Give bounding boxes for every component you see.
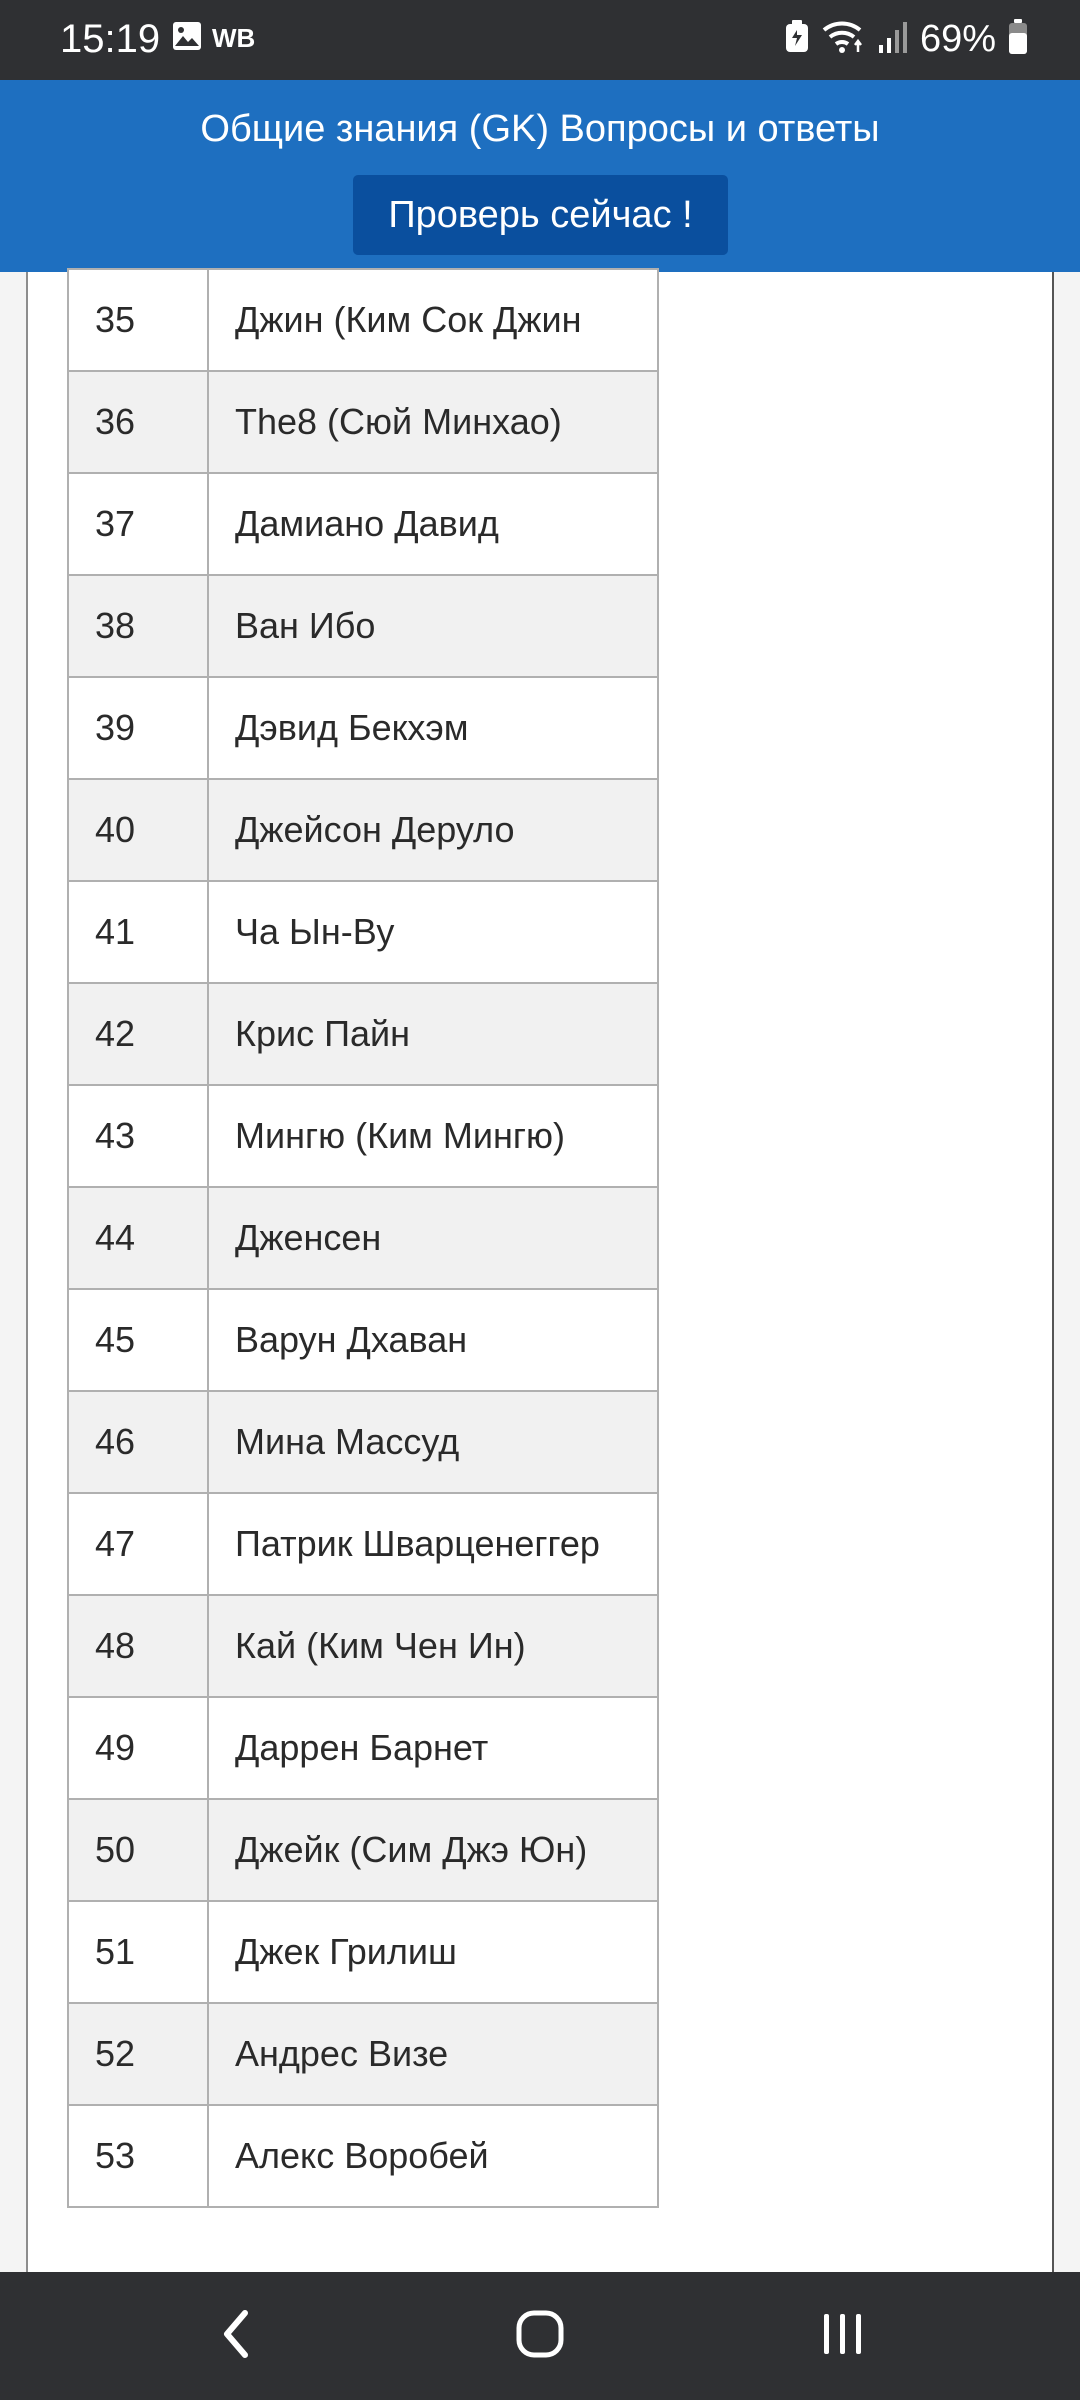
row-number-cell: 44 bbox=[68, 1187, 208, 1289]
table-row bbox=[68, 779, 658, 881]
row-number-cell: 39 bbox=[68, 677, 208, 779]
quiz-banner bbox=[0, 80, 1080, 272]
row-name-cell: Ван Ибо bbox=[208, 575, 658, 677]
row-number-cell: 43 bbox=[68, 1085, 208, 1187]
row-number-cell: 51 bbox=[68, 1901, 208, 2003]
row-number-cell: 42 bbox=[68, 983, 208, 1085]
status-system-icons bbox=[784, 14, 1028, 64]
row-name-cell: Патрик Шварценеггер bbox=[208, 1493, 658, 1595]
row-number-cell: 40 bbox=[68, 779, 208, 881]
navigation-bar bbox=[0, 2272, 1080, 2400]
row-name-cell: Джейк (Сим Джэ Юн) bbox=[208, 1799, 658, 1901]
table-row bbox=[68, 1697, 658, 1799]
table-row bbox=[68, 677, 658, 779]
table-row bbox=[68, 1799, 658, 1901]
table-row bbox=[68, 269, 658, 371]
table-body bbox=[68, 269, 658, 2207]
gallery-icon bbox=[172, 21, 202, 56]
battery-icon bbox=[1008, 19, 1028, 60]
table-row bbox=[68, 1187, 658, 1289]
table-row bbox=[68, 983, 658, 1085]
row-name-cell: Кай (Ким Чен Ин) bbox=[208, 1595, 658, 1697]
home-icon bbox=[515, 2309, 565, 2364]
table-row bbox=[68, 1085, 658, 1187]
wifi-icon bbox=[822, 20, 866, 59]
row-name-cell: Даррен Барнет bbox=[208, 1697, 658, 1799]
home-button[interactable] bbox=[495, 2296, 585, 2376]
row-name-cell: Дженсен bbox=[208, 1187, 658, 1289]
table-row bbox=[68, 473, 658, 575]
table-row bbox=[68, 2105, 658, 2207]
article-card bbox=[26, 272, 1054, 2272]
check-now-button[interactable]: Проверь сейчас ! bbox=[353, 175, 728, 255]
row-number-cell: 49 bbox=[68, 1697, 208, 1799]
row-number-cell: 45 bbox=[68, 1289, 208, 1391]
row-name-cell: Дэвид Бекхэм bbox=[208, 677, 658, 779]
status-time: 15:19 bbox=[60, 17, 161, 61]
celebrity-table-wrapper bbox=[67, 268, 657, 2208]
row-name-cell: Ча Ын-Ву bbox=[208, 881, 658, 983]
row-number-cell: 53 bbox=[68, 2105, 208, 2207]
row-number-cell: 36 bbox=[68, 371, 208, 473]
row-number-cell: 52 bbox=[68, 2003, 208, 2105]
row-number-cell: 46 bbox=[68, 1391, 208, 1493]
row-number-cell: 35 bbox=[68, 269, 208, 371]
status-bar bbox=[0, 0, 1080, 80]
recents-icon bbox=[818, 2309, 868, 2364]
row-number-cell: 48 bbox=[68, 1595, 208, 1697]
status-notification-icons bbox=[172, 18, 255, 58]
battery-percent: 69% bbox=[919, 18, 996, 60]
row-name-cell: The8 (Сюй Минхао) bbox=[208, 371, 658, 473]
row-name-cell: Джин (Ким Сок Джин bbox=[208, 269, 658, 371]
row-name-cell: Алекс Воробей bbox=[208, 2105, 658, 2207]
table-row bbox=[68, 1493, 658, 1595]
table-row bbox=[68, 881, 658, 983]
back-icon bbox=[217, 2309, 257, 2364]
table-row bbox=[68, 2003, 658, 2105]
battery-saver-icon bbox=[784, 20, 810, 59]
row-name-cell: Дамиано Давид bbox=[208, 473, 658, 575]
row-name-cell: Варун Дхаван bbox=[208, 1289, 658, 1391]
table-row bbox=[68, 1391, 658, 1493]
row-name-cell: Мингю (Ким Мингю) bbox=[208, 1085, 658, 1187]
table-row bbox=[68, 371, 658, 473]
row-number-cell: 37 bbox=[68, 473, 208, 575]
row-name-cell: Мина Массуд bbox=[208, 1391, 658, 1493]
row-name-cell: Крис Пайн bbox=[208, 983, 658, 1085]
recents-button[interactable] bbox=[798, 2296, 888, 2376]
back-button[interactable] bbox=[192, 2296, 282, 2376]
celebrity-table bbox=[67, 268, 659, 2208]
row-name-cell: Джек Грилиш bbox=[208, 1901, 658, 2003]
row-number-cell: 50 bbox=[68, 1799, 208, 1901]
row-number-cell: 41 bbox=[68, 881, 208, 983]
row-number-cell: 38 bbox=[68, 575, 208, 677]
table-row bbox=[68, 1289, 658, 1391]
signal-icon bbox=[878, 21, 908, 58]
table-row bbox=[68, 1901, 658, 2003]
row-number-cell: 47 bbox=[68, 1493, 208, 1595]
wb-notification-label: WB bbox=[212, 23, 256, 53]
table-row bbox=[68, 1595, 658, 1697]
row-name-cell: Андрес Визе bbox=[208, 2003, 658, 2105]
table-row bbox=[68, 575, 658, 677]
banner-title: Общие знания (GK) Вопросы и ответы bbox=[200, 108, 880, 150]
row-name-cell: Джейсон Деруло bbox=[208, 779, 658, 881]
